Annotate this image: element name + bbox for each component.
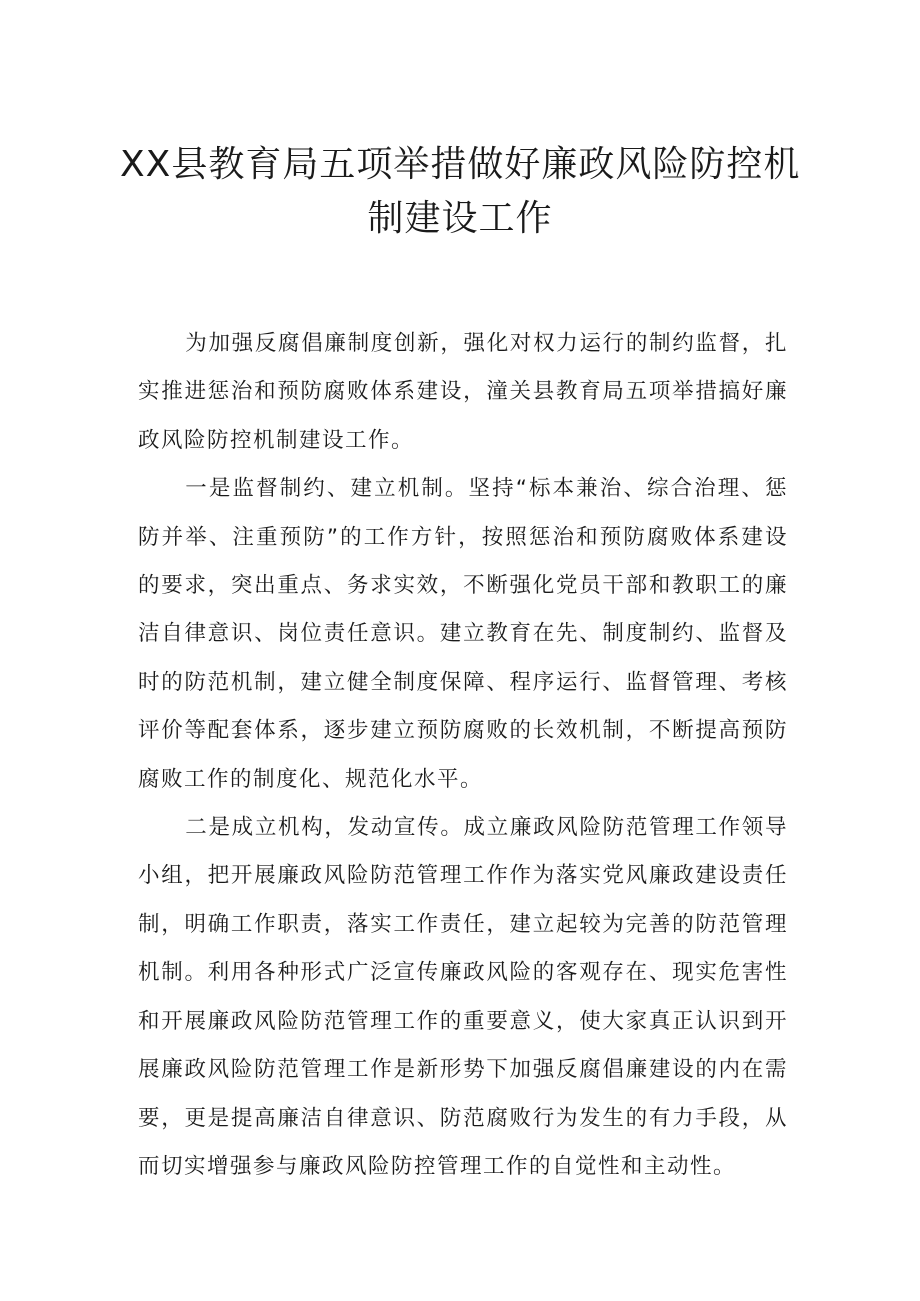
paragraph-intro: 为加强反腐倡廉制度创新，强化对权力运行的制约监督，扎实推进惩治和预防腐败体系建设，潼关县教育局五项举措搞好廉政风险防控机制建设工作。 xyxy=(138,331,788,453)
title-line-1: XX县教育局五项举措做好廉政风险防控机 xyxy=(120,144,801,185)
title-line-2: 制建设工作 xyxy=(367,198,553,239)
document-body xyxy=(138,320,788,1191)
paragraph-measure-2: 二是成立机构，发动宣传。成立廉政风险防范管理工作领导小组，把开展廉政风险防范管理工作作为落实党风廉政建设责任制，明确工作职责，落实工作责任，建立起较为完善的防范管理机制。利用各种形式广泛宣传廉政风险的客观存在、现实危害性和开展廉政风险防范管理工作的重要意义，使大家真正认识到开展廉政风险防范管理工作是新形势下加强反腐倡廉建设的内在需要，更是提高廉洁自律意识、防范腐败行为发生的有力手段，从而切实增强参与廉政风险防控管理工作的自觉性和主动性。 xyxy=(138,815,788,1179)
paragraph-measure-1: 一是监督制约、建立机制。坚持“标本兼治、综合治理、惩防并举、注重预防”的工作方针，按照惩治和预防腐败体系建设的要求，突出重点、务求实效，不断强化党员干部和教职工的廉洁自律意识、岗位责任意识。建立教育在先、制度制约、监督及时的防范机制，建立健全制度保障、程序运行、监督管理、考核评价等配套体系，逐步建立预防腐败的长效机制，不断提高预防腐败工作的制度化、规范化水平。 xyxy=(138,476,788,792)
document-title xyxy=(120,138,800,246)
